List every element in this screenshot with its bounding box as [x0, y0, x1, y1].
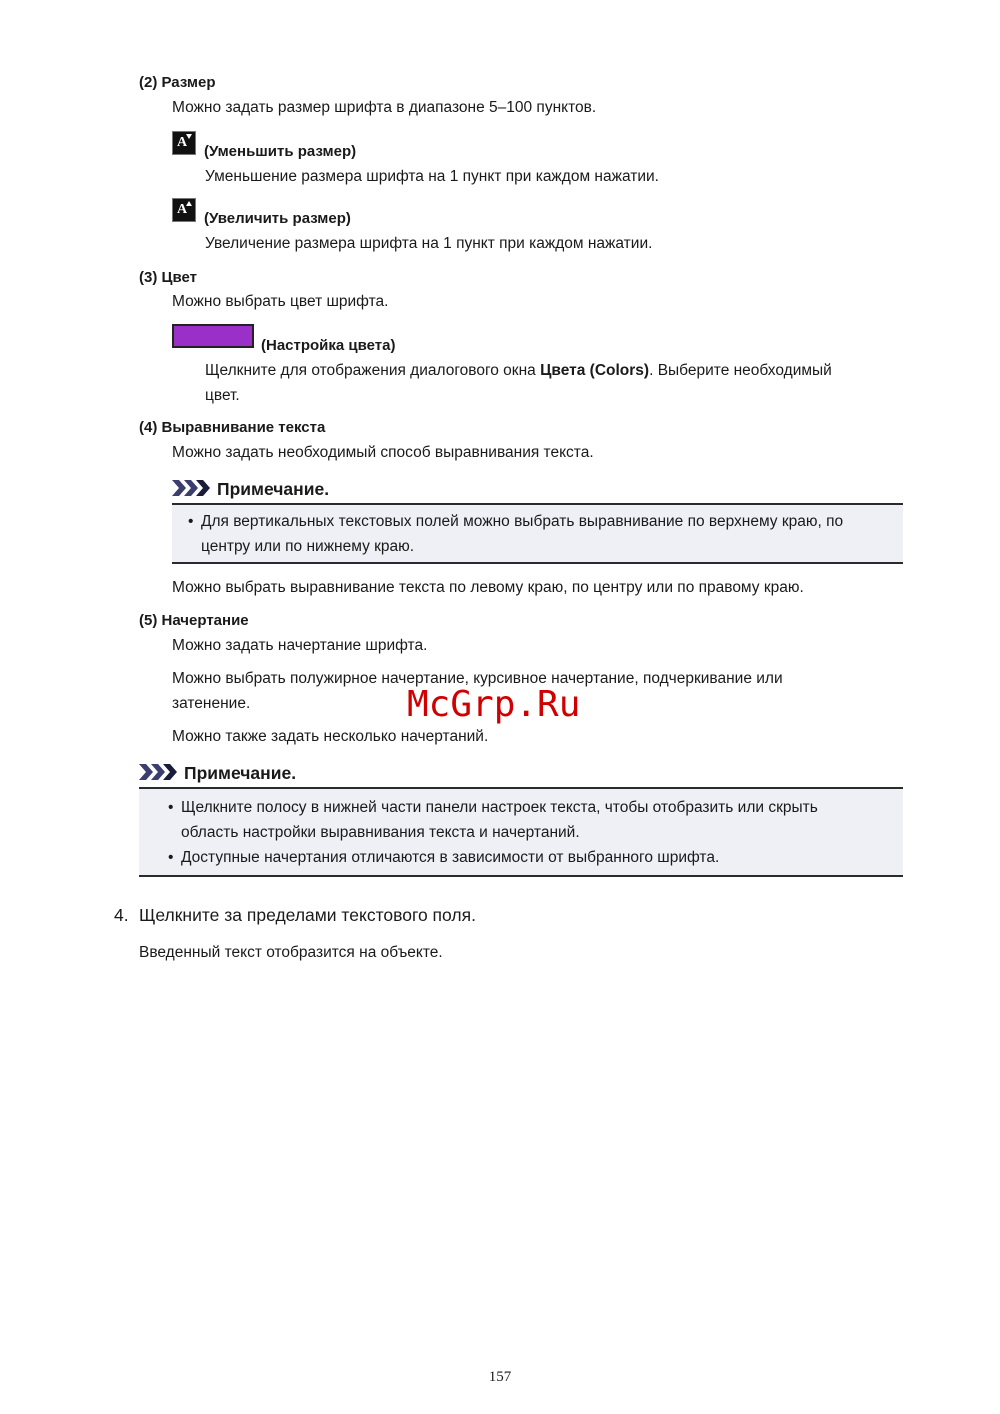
section-size-heading: (2) Размер: [139, 74, 216, 91]
note-box: [139, 787, 903, 877]
color-setting-text: Щелкните для отображения диалогового окна Цвета (Colors). Выберите необходимый: [205, 362, 832, 379]
step-result: Введенный текст отобразится на объекте.: [139, 944, 443, 961]
increase-size-text: Увеличение размера шрифта на 1 пункт при каждом нажатии.: [205, 235, 653, 252]
increase-size-label: (Увеличить размер): [204, 210, 351, 227]
decrease-size-label: (Уменьшить размер): [204, 143, 357, 160]
decrease-size-text: Уменьшение размера шрифта на 1 пункт при каждом нажатии.: [205, 168, 659, 185]
section-align-text: Можно задать необходимый способ выравнивания текста.: [172, 444, 594, 461]
section-size-text: Можно задать размер шрифта в диапазоне 5–100 пунктов.: [172, 99, 597, 116]
note-title: Примечание.: [217, 479, 330, 499]
color-setting-text-line2: цвет.: [205, 387, 240, 404]
note-item: • Щелкните полосу в нижней части панели настроек текста, чтобы отобразить или скрыть: [168, 799, 818, 816]
section-style-text2b: затенение.: [172, 695, 251, 712]
section-align-after: Можно выбрать выравнивание текста по левому краю, по центру или по правому краю.: [172, 579, 804, 596]
note-arrows-icon: [172, 480, 212, 496]
font-size-decrease-icon: A: [172, 131, 196, 155]
step-text: Щелкните за пределами текстового поля.: [139, 905, 476, 925]
note-item-cont: область настройки выравнивания текста и начертаний.: [181, 824, 580, 841]
font-size-increase-icon: A: [172, 198, 196, 222]
section-style-text2a: Можно выбрать полужирное начертание, курсивное начертание, подчеркивание или: [172, 670, 783, 687]
section-align-heading: (4) Выравнивание текста: [139, 419, 326, 436]
note-item-cont: центру или по нижнему краю.: [201, 538, 415, 555]
watermark: McGrp.Ru: [407, 684, 581, 725]
note-item: • Для вертикальных текстовых полей можно выбрать выравнивание по верхнему краю, по: [188, 513, 844, 530]
section-style-text3: Можно также задать несколько начертаний.: [172, 728, 489, 745]
color-setting-label: (Настройка цвета): [261, 337, 396, 354]
note-item: • Доступные начертания отличаются в зависимости от выбранного шрифта.: [168, 849, 720, 866]
note-box: [172, 503, 903, 564]
note-arrows-icon: [139, 764, 179, 780]
color-swatch: [172, 324, 254, 348]
section-style-text1: Можно задать начертание шрифта.: [172, 637, 428, 654]
note-title: Примечание.: [184, 763, 297, 783]
page-number: 157: [488, 1369, 512, 1385]
section-color-text: Можно выбрать цвет шрифта.: [172, 293, 389, 310]
section-color-heading: (3) Цвет: [139, 269, 197, 286]
section-style-heading: (5) Начертание: [139, 612, 249, 629]
step-number: 4.: [114, 905, 129, 925]
